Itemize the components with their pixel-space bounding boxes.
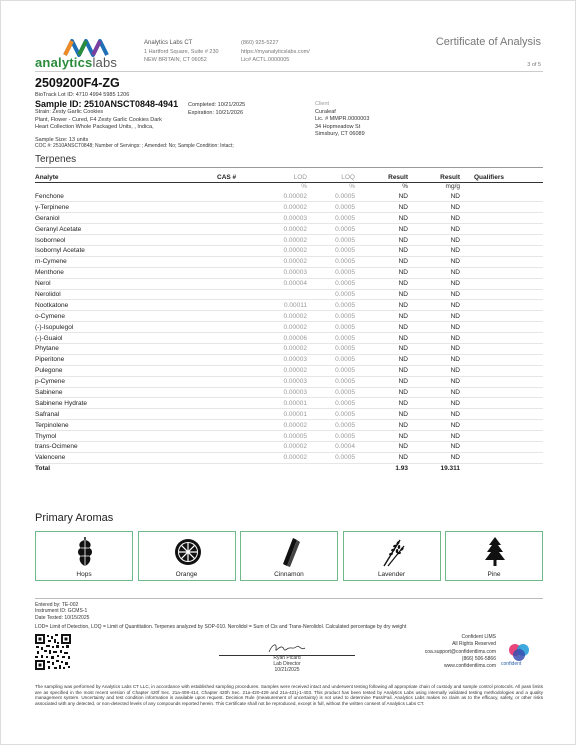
table-cell: ND (408, 224, 460, 235)
table-cell (460, 278, 543, 289)
table-cell: ND (355, 376, 408, 387)
aroma-label: Orange (175, 571, 198, 578)
table-row (35, 191, 543, 202)
table-cell: 0.0005 (307, 354, 355, 365)
table-cell (460, 376, 543, 387)
unit-cell: % (349, 183, 355, 191)
column-header: Qualifiers (460, 173, 543, 182)
table-row (35, 235, 543, 246)
table-cell: ND (408, 322, 460, 333)
table-cell: Terpinolene (35, 420, 217, 431)
table-cell (460, 343, 543, 354)
table-cell (217, 322, 257, 333)
table-row (35, 365, 543, 376)
table-cell (460, 441, 543, 452)
table-cell (460, 387, 543, 398)
table-cell: 0.0005 (307, 300, 355, 311)
aroma-card-lavender (343, 531, 441, 581)
table-cell: Nerolidol (35, 289, 217, 300)
table-cell: ND (355, 311, 408, 322)
signer-block: Ryan Picard Lab Director 10/21/2025 (273, 655, 301, 673)
table-cell: ND (355, 452, 408, 463)
biotrack-lot: BioTrack Lot ID: 4710 4994 5985 1206 (35, 92, 130, 98)
table-cell: 0.0005 (307, 376, 355, 387)
table-cell: 0.00002 (257, 191, 307, 202)
aroma-card-hops (35, 531, 133, 581)
table-cell: ND (355, 322, 408, 333)
table-cell: Safranal (35, 409, 217, 420)
unit-cell: % (301, 183, 307, 191)
coc-line: COC #: 2510ANSCT0848; Number of Servings: ; Amended: No; Sample Condition: Intact; (35, 143, 234, 149)
table-cell (460, 191, 543, 202)
table-row (35, 452, 543, 463)
aroma-label: Lavender (377, 571, 406, 578)
table-cell: ND (355, 343, 408, 354)
disclaimer: The sampling was performed by Analytics Labs CT LLC, in accordance with established sampling procedures. Samples were received intact and underwent testing following all appropriate chain of custody and sample control protocols. All pass limits are as specified in the most recent version of Chapter 420f Sec. 21a-408-414, Chapter 420h Sec. 21a-420-429 and 21a-421j-1-403. This product has been tested by Analytics Labs using internally validated testing methodologies and a quality management system. Uncertainty and test condition information is available upon request. Decision Rule (measurement of uncertainty) is not used to determine Pass/Fail. Analytics Labs makes no claim as to the efficacy, safety, or other risks associated with any detected, or non-detected levels of any compounds reported herein. This Certificate shall not be reproduced, except in full, without the written consent of Analytics Labs CT. (35, 684, 543, 706)
table-cell: ND (355, 333, 408, 344)
table-cell: 0.00004 (257, 278, 307, 289)
table-cell: p-Cymene (35, 376, 217, 387)
column-header: LOQ (307, 173, 355, 182)
table-cell: 0.00002 (257, 202, 307, 213)
column-header: Result (355, 173, 408, 182)
terpenes-table (35, 173, 543, 474)
table-cell: Fenchone (35, 191, 217, 202)
table-cell: ND (355, 191, 408, 202)
table-cell: ND (408, 409, 460, 420)
table-cell: Valencene (35, 452, 217, 463)
table-cell (460, 300, 543, 311)
table-cell (217, 333, 257, 344)
divider (35, 167, 543, 168)
table-cell (217, 245, 257, 256)
table-cell (217, 441, 257, 452)
table-row (35, 300, 543, 311)
table-cell: Isoborneol (35, 235, 217, 246)
table-cell (217, 409, 257, 420)
table-cell: 0.0005 (307, 431, 355, 442)
table-cell: ND (355, 202, 408, 213)
table-row (35, 398, 543, 409)
table-cell: Geraniol (35, 213, 217, 224)
confident-wordmark: confident (501, 661, 522, 667)
table-cell: ND (408, 278, 460, 289)
units-row (35, 182, 543, 191)
table-cell: Menthone (35, 267, 217, 278)
lab-address: Analytics Labs CT 1 Hartford Square, Suite # 230 NEW BRITAIN, CT 06052 (144, 40, 219, 63)
table-cell: ND (355, 256, 408, 267)
table-cell: 0.00002 (257, 224, 307, 235)
cinnamon-icon (275, 536, 305, 568)
table-cell: 0.0005 (307, 256, 355, 267)
table-cell (257, 463, 307, 474)
table-row (35, 354, 543, 365)
table-cell: Nootkatone (35, 300, 217, 311)
table-row (35, 441, 543, 452)
orange-icon (173, 536, 203, 568)
table-cell (217, 235, 257, 246)
table-cell: γ-Terpinene (35, 202, 217, 213)
table-cell: Pulegone (35, 365, 217, 376)
unit-cell (460, 182, 543, 191)
table-cell: 0.00003 (257, 267, 307, 278)
sample-size: Sample Size: 13 units (35, 137, 89, 143)
table-cell: 0.0005 (307, 267, 355, 278)
table-cell: ND (355, 245, 408, 256)
terpenes-title: Terpenes (35, 154, 77, 165)
table-cell: ND (355, 224, 408, 235)
table-cell: ND (355, 409, 408, 420)
table-cell: m-Cymene (35, 256, 217, 267)
table-cell (460, 333, 543, 344)
table-cell: 0.0005 (307, 311, 355, 322)
table-row (35, 376, 543, 387)
table-cell: 0.0005 (307, 398, 355, 409)
table-cell: (-)-Guaiol (35, 333, 217, 344)
table-cell: o-Cymene (35, 311, 217, 322)
aroma-card-orange (138, 531, 236, 581)
aroma-label: Pine (487, 571, 501, 578)
table-cell (460, 398, 543, 409)
table-cell (257, 289, 307, 300)
table-cell (217, 300, 257, 311)
column-header: Analyte (35, 173, 217, 182)
table-cell (217, 365, 257, 376)
table-cell: ND (355, 213, 408, 224)
table-cell (460, 245, 543, 256)
table-cell: ND (408, 343, 460, 354)
signature (219, 641, 355, 655)
table-header (35, 173, 543, 182)
unit-cell: % (402, 183, 408, 191)
table-cell (217, 463, 257, 474)
table-cell: ND (408, 420, 460, 431)
table-row (35, 278, 543, 289)
table-cell (460, 311, 543, 322)
table-row (35, 256, 543, 267)
table-cell: 0.0005 (307, 278, 355, 289)
table-cell (460, 235, 543, 246)
table-cell: ND (355, 300, 408, 311)
table-row (35, 289, 543, 300)
table-row (35, 245, 543, 256)
sample-description: Strain: Zesty Garlic Cookies Plant, Flower - Cured, F4 Zesty Garlic Cookies Dark Heart Collection Whole Packaged Units, , Indica, (35, 109, 162, 130)
table-cell: Thymol (35, 431, 217, 442)
table-cell: 0.0005 (307, 202, 355, 213)
table-cell: ND (355, 267, 408, 278)
table-cell: ND (408, 311, 460, 322)
legend-note: LOD= Limit of Detection, LOQ = Limit of Quantitation. Terpenes analyzed by SOP-010. Nerolidol = Sum of Cis and Trans-Nerolidol. Calculated percentage by dry weight (35, 624, 407, 630)
table-cell: ND (355, 235, 408, 246)
table-cell (460, 420, 543, 431)
table-cell (217, 224, 257, 235)
table-cell: ND (408, 289, 460, 300)
table-row (35, 343, 543, 354)
table-row (35, 420, 543, 431)
table-cell: 0.00001 (257, 409, 307, 420)
table-cell (217, 202, 257, 213)
table-cell: 0.0005 (307, 343, 355, 354)
table-cell: 0.0005 (307, 289, 355, 300)
table-row (35, 311, 543, 322)
table-cell: 0.00005 (257, 431, 307, 442)
table-cell: Geranyl Acetate (35, 224, 217, 235)
table-cell: 0.00003 (257, 213, 307, 224)
table-cell (217, 420, 257, 431)
table-cell: 0.00002 (257, 311, 307, 322)
client-info: Client Curaleaf Lic. # MMPR.0000003 34 Hopmeadow St Simsbury, CT 06089 (315, 101, 370, 137)
table-row (35, 224, 543, 235)
table-cell: Sabinene Hydrate (35, 398, 217, 409)
table-row (35, 202, 543, 213)
table-cell: ND (408, 354, 460, 365)
table-cell: Nerol (35, 278, 217, 289)
table-cell (460, 463, 543, 474)
table-cell (460, 322, 543, 333)
table-cell (217, 213, 257, 224)
table-cell: 0.00002 (257, 441, 307, 452)
table-cell (460, 213, 543, 224)
unit-cell (35, 182, 217, 191)
table-cell: ND (408, 267, 460, 278)
table-cell: ND (408, 256, 460, 267)
table-row (35, 409, 543, 420)
table-cell (460, 452, 543, 463)
table-cell: ND (355, 278, 408, 289)
table-cell: 0.0005 (307, 322, 355, 333)
table-cell: 0.00006 (257, 333, 307, 344)
table-cell: ND (408, 365, 460, 376)
page-number: 3 of 5 (527, 62, 541, 68)
table-cell: ND (408, 452, 460, 463)
table-cell: ND (355, 420, 408, 431)
table-cell: 0.00002 (257, 235, 307, 246)
table-cell: 0.00011 (257, 300, 307, 311)
table-cell: 0.00002 (257, 420, 307, 431)
table-cell: ND (408, 431, 460, 442)
table-cell (217, 311, 257, 322)
table-cell: 0.0005 (307, 235, 355, 246)
table-cell: ND (408, 191, 460, 202)
table-cell: 0.00002 (257, 322, 307, 333)
table-cell (217, 354, 257, 365)
table-cell: ND (355, 289, 408, 300)
total-row (35, 463, 543, 474)
table-cell (460, 354, 543, 365)
table-cell: 0.0005 (307, 245, 355, 256)
sample-id: Sample ID: 2510ANSCT0848-4941 (35, 99, 179, 109)
table-cell: 0.00003 (257, 354, 307, 365)
table-cell (217, 343, 257, 354)
table-cell (460, 431, 543, 442)
aroma-label: Hops (76, 571, 92, 578)
column-header: CAS # (217, 173, 257, 182)
table-row (35, 213, 543, 224)
table-cell (307, 463, 355, 474)
table-cell: ND (408, 202, 460, 213)
table-cell (217, 431, 257, 442)
table-cell: 0.0005 (307, 409, 355, 420)
table-row (35, 431, 543, 442)
table-cell: ND (408, 441, 460, 452)
table-cell: ND (408, 245, 460, 256)
lavender-icon (378, 536, 408, 568)
table-cell: 0.00003 (257, 387, 307, 398)
table-cell (460, 365, 543, 376)
table-cell: Sabinene (35, 387, 217, 398)
aroma-label: Cinnamon (274, 571, 304, 578)
table-cell: 0.0005 (307, 452, 355, 463)
table-cell: ND (355, 354, 408, 365)
divider (35, 71, 543, 72)
unit-cell (217, 182, 257, 191)
table-cell (217, 267, 257, 278)
table-row (35, 387, 543, 398)
table-cell: 0.0005 (307, 224, 355, 235)
sample-dates: Completed: 10/21/2025 Expiration: 10/21/2026 (188, 102, 246, 116)
table-cell (460, 224, 543, 235)
table-cell: 0.00002 (257, 452, 307, 463)
table-cell (217, 376, 257, 387)
table-cell: 0.0004 (307, 441, 355, 452)
table-cell (217, 398, 257, 409)
lab-contact: (860) 925-5227 https://myanalyticslabs.com/ Lic# ACTL.0000005 (241, 40, 310, 63)
table-cell: ND (408, 387, 460, 398)
column-header: LOD (257, 173, 307, 182)
logo-wordmark: analyticslabs (35, 55, 118, 70)
table-cell: (-)-Isopulegol (35, 322, 217, 333)
aroma-card-cinnamon (240, 531, 338, 581)
table-cell: 0.0005 (307, 191, 355, 202)
table-row (35, 267, 543, 278)
hops-icon (70, 536, 100, 568)
table-cell: 0.00002 (257, 245, 307, 256)
table-cell: ND (355, 398, 408, 409)
table-cell: 0.0005 (307, 387, 355, 398)
test-info: Entered by: TE-002 Instrument ID: GCMS-1 Date Tested: 10/15/2025 (35, 602, 90, 621)
table-cell: ND (408, 235, 460, 246)
table-cell: 0.00002 (257, 365, 307, 376)
table-cell: ND (355, 387, 408, 398)
document-title: Certificate of Analysis (435, 36, 541, 48)
divider (35, 598, 543, 599)
table-cell (460, 256, 543, 267)
table-cell (460, 289, 543, 300)
qr-code[interactable] (35, 634, 71, 670)
table-cell: Phytane (35, 343, 217, 354)
pine-icon (480, 536, 510, 568)
column-header: Result (408, 173, 460, 182)
table-cell (460, 267, 543, 278)
table-cell: Total (35, 463, 217, 474)
table-cell: 0.00001 (257, 398, 307, 409)
table-cell: ND (355, 441, 408, 452)
table-cell: Isobornyl Acetate (35, 245, 217, 256)
table-cell: trans-Ocimene (35, 441, 217, 452)
table-cell: 0.0005 (307, 213, 355, 224)
table-cell (217, 387, 257, 398)
table-row (35, 333, 543, 344)
batch-number: 2509200F4-ZG (35, 76, 120, 90)
table-cell: ND (408, 300, 460, 311)
lims-info: Confident LIMS All Rights Reserved coa.support@confidentlims.com (866) 506-5866 www.confidentlims.com (424, 634, 496, 670)
table-cell: 0.0005 (307, 420, 355, 431)
table-cell: 19.311 (408, 463, 460, 474)
table-cell: 0.0005 (307, 333, 355, 344)
table-cell: ND (408, 398, 460, 409)
table-cell: ND (355, 431, 408, 442)
table-cell: 0.00003 (257, 376, 307, 387)
table-cell (217, 256, 257, 267)
table-cell (217, 278, 257, 289)
table-cell (460, 202, 543, 213)
table-cell: 0.00002 (257, 343, 307, 354)
table-cell (217, 191, 257, 202)
table-cell: 1.93 (355, 463, 408, 474)
table-cell: ND (408, 213, 460, 224)
table-cell: 0.00002 (257, 256, 307, 267)
table-cell (217, 452, 257, 463)
table-row (35, 322, 543, 333)
aromas-title: Primary Aromas (35, 512, 114, 524)
table-cell (217, 289, 257, 300)
unit-cell: mg/g (445, 183, 460, 191)
table-cell: ND (408, 333, 460, 344)
table-cell: Piperitone (35, 354, 217, 365)
table-cell: ND (355, 365, 408, 376)
table-cell: ND (408, 376, 460, 387)
aroma-card-pine (445, 531, 543, 581)
table-cell: 0.0005 (307, 365, 355, 376)
table-cell (460, 409, 543, 420)
